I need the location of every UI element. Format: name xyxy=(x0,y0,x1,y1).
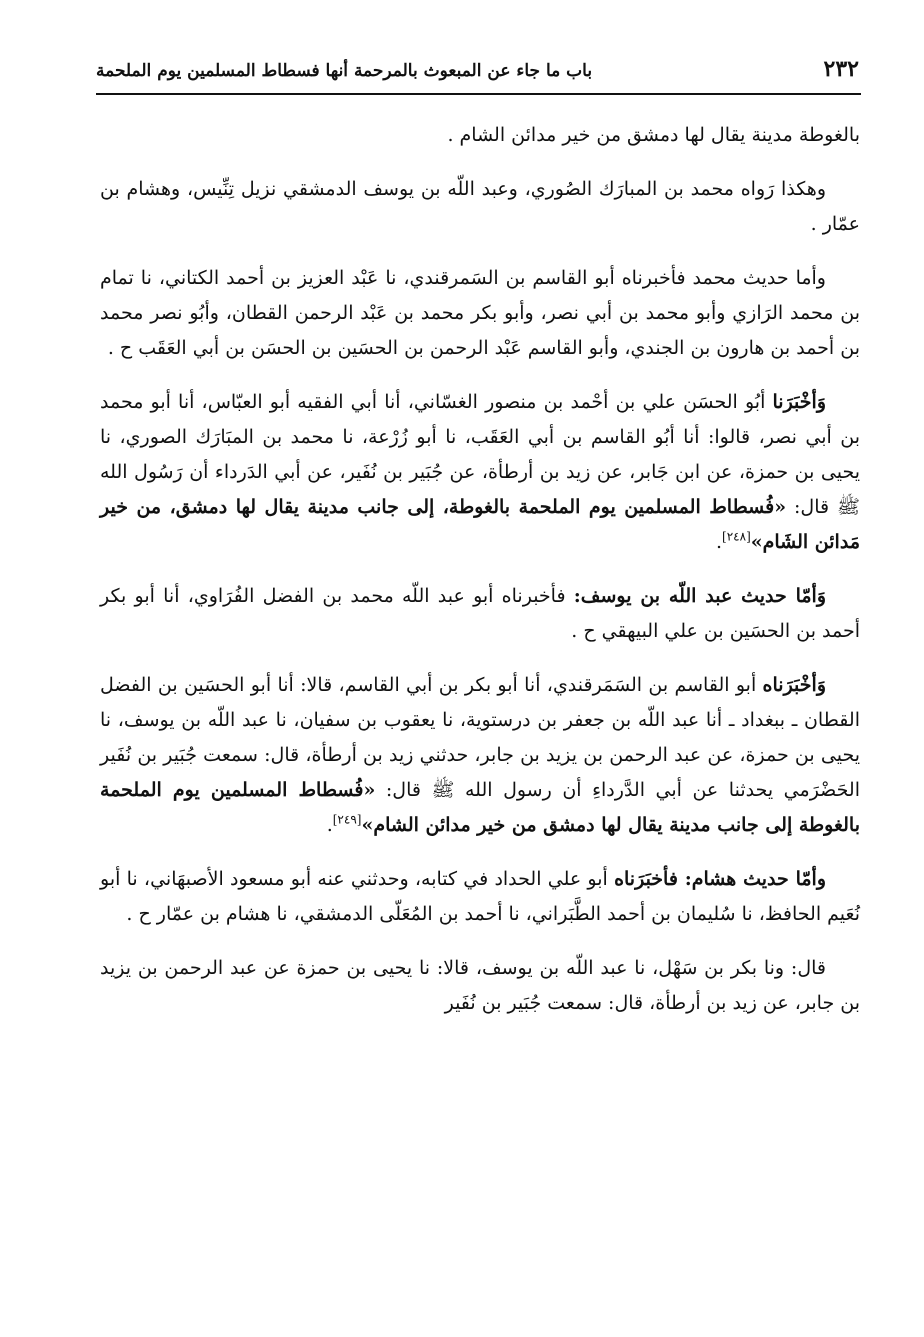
paragraph-hadith-248 xyxy=(100,385,860,560)
paragraph-hisham-chain xyxy=(100,862,860,932)
page-header xyxy=(96,52,859,92)
paragraph-continuation xyxy=(100,118,860,153)
hadith-quote: «فُسطاط المسلمين يوم الملحمة بالغوطة، إلى جانب مدينة يقال لها دمشق، من خير مَدائن الشَام» xyxy=(100,496,860,553)
paragraph-text: قال: ونا بكر بن سَهْل، نا عبد اللّه بن يوسف، قالا: نا يحيى بن حمزة عن عبد الرحمن بن يزيد بن جابر، عن زيد بن أرطأة، قال: سمعت جُبَير بن نُفَير xyxy=(100,957,860,1014)
paragraph-text: بالغوطة مدينة يقال لها دمشق من خير مدائن الشام . xyxy=(447,124,860,146)
paragraph-final xyxy=(100,951,860,1021)
paragraph-lead: وَأخْبَرَناه xyxy=(762,674,826,696)
hadith-reference: [٢٤٨] xyxy=(722,529,751,544)
paragraph-text: أبو القاسم بن السَمَرقندي، أنا أبو بكر بن أبي القاسم، قالا: أنا أبو الحسَين بن الفضل القطان ـ ببغداد ـ أنا عبد اللّه بن جعفر بن درستوية، نا يعقوب بن سفيان، نا عبد اللّه بن يوسف، نا يحيى بن حمزة، عن عبد الرحمن بن يزيد بن جابر، حدثني زيد بن أرطأة، قال: سمعت جُبَير بن نُفَير الحَضْرَمي يحدثنا عن أبي الدَّرداءِ أن رسول الله ﷺ قال: xyxy=(100,674,860,801)
paragraph-lead: وَأمّا حديث عبد اللّه بن يوسف: xyxy=(573,585,826,607)
paragraph-narration-note xyxy=(100,172,860,242)
paragraph-end: . xyxy=(715,531,723,553)
hadith-reference: [٢٤٩] xyxy=(332,812,362,827)
paragraph-text: أبو علي الحداد في كتابه، وحدثني عنه أبو مسعود الأصبهَاني، نا أبو نُعَيم الحافظ، نا سُليمان بن أحمد الطَّبَراني، نا أحمد بن المُعَلّى الدمشقي، نا هشام بن عمّار ح . xyxy=(100,868,860,925)
paragraph-lead: وأمّا حديث هشام: فأخبَرَناه xyxy=(614,868,826,890)
paragraph-text: أبُو الحسَن علي بن أحْمد بن منصور الغسّاني، أنا أبي الفقيه أبو العبّاس، أنا أبو محمد بن أبي نصر، قالوا: أنا أبُو القاسم بن أبي العَقَب، نا أبو زُرْعة، نا محمد بن المبَارَك الصوري، نا يحيى بن حمزة، عن ابن جَابر، عن زيد بن أرطأة، عن جُبَير بن نُفَير، عن أبي الدَرداء أن رَسُول الله ﷺ قال: xyxy=(100,391,860,518)
header-rule xyxy=(96,93,861,95)
paragraph-muhammad-chain xyxy=(100,261,860,366)
page-number: ٢٣٢ xyxy=(823,56,859,82)
main-text xyxy=(100,118,860,1042)
running-title: باب ما جاء عن المبعوث بالمرحمة أنها فسطاط المسلمين يوم الملحمة xyxy=(96,61,593,81)
hadith-quote: «فُسطاط المسلمين يوم الملحمة بالغوطة إلى جانب مدينة يقال لها دمشق من خير مدائن الشام» xyxy=(100,779,860,836)
paragraph-text: وأما حديث محمد فأخبرناه أبو القاسم بن السَمرقندي، نا عَبْد العزيز بن أحمد الكتاني، نا تمام بن محمد الرَازي وأبو محمد بن أبي نصر، وأبو بكر محمد بن عَبْد الرحمن القطان، وأبُو نصر محمد بن أحمد بن هارون بن الجندي، وأبو القاسم عَبْد الرحمن بن الحسَين بن الحسَن بن أبي العَقَب ح . xyxy=(100,267,860,359)
paragraph-end: . xyxy=(326,814,333,836)
paragraph-text: فأخبرناه أبو عبد اللّه محمد بن الفضل الفُرَاوي، أنا أبو بكر أحمد بن الحسَين بن علي البيهقي ح . xyxy=(100,585,860,642)
paragraph-text: وهكذا رَواه محمد بن المبارَك الصُوري، وعبد اللّه بن يوسف الدمشقي نزيل تِنِّيس، وهشام بن عمّار . xyxy=(100,178,860,235)
paragraph-hadith-249 xyxy=(100,668,860,843)
paragraph-lead: وَأخْبَرَنا xyxy=(772,391,826,413)
paragraph-abdullah-chain xyxy=(100,579,860,649)
